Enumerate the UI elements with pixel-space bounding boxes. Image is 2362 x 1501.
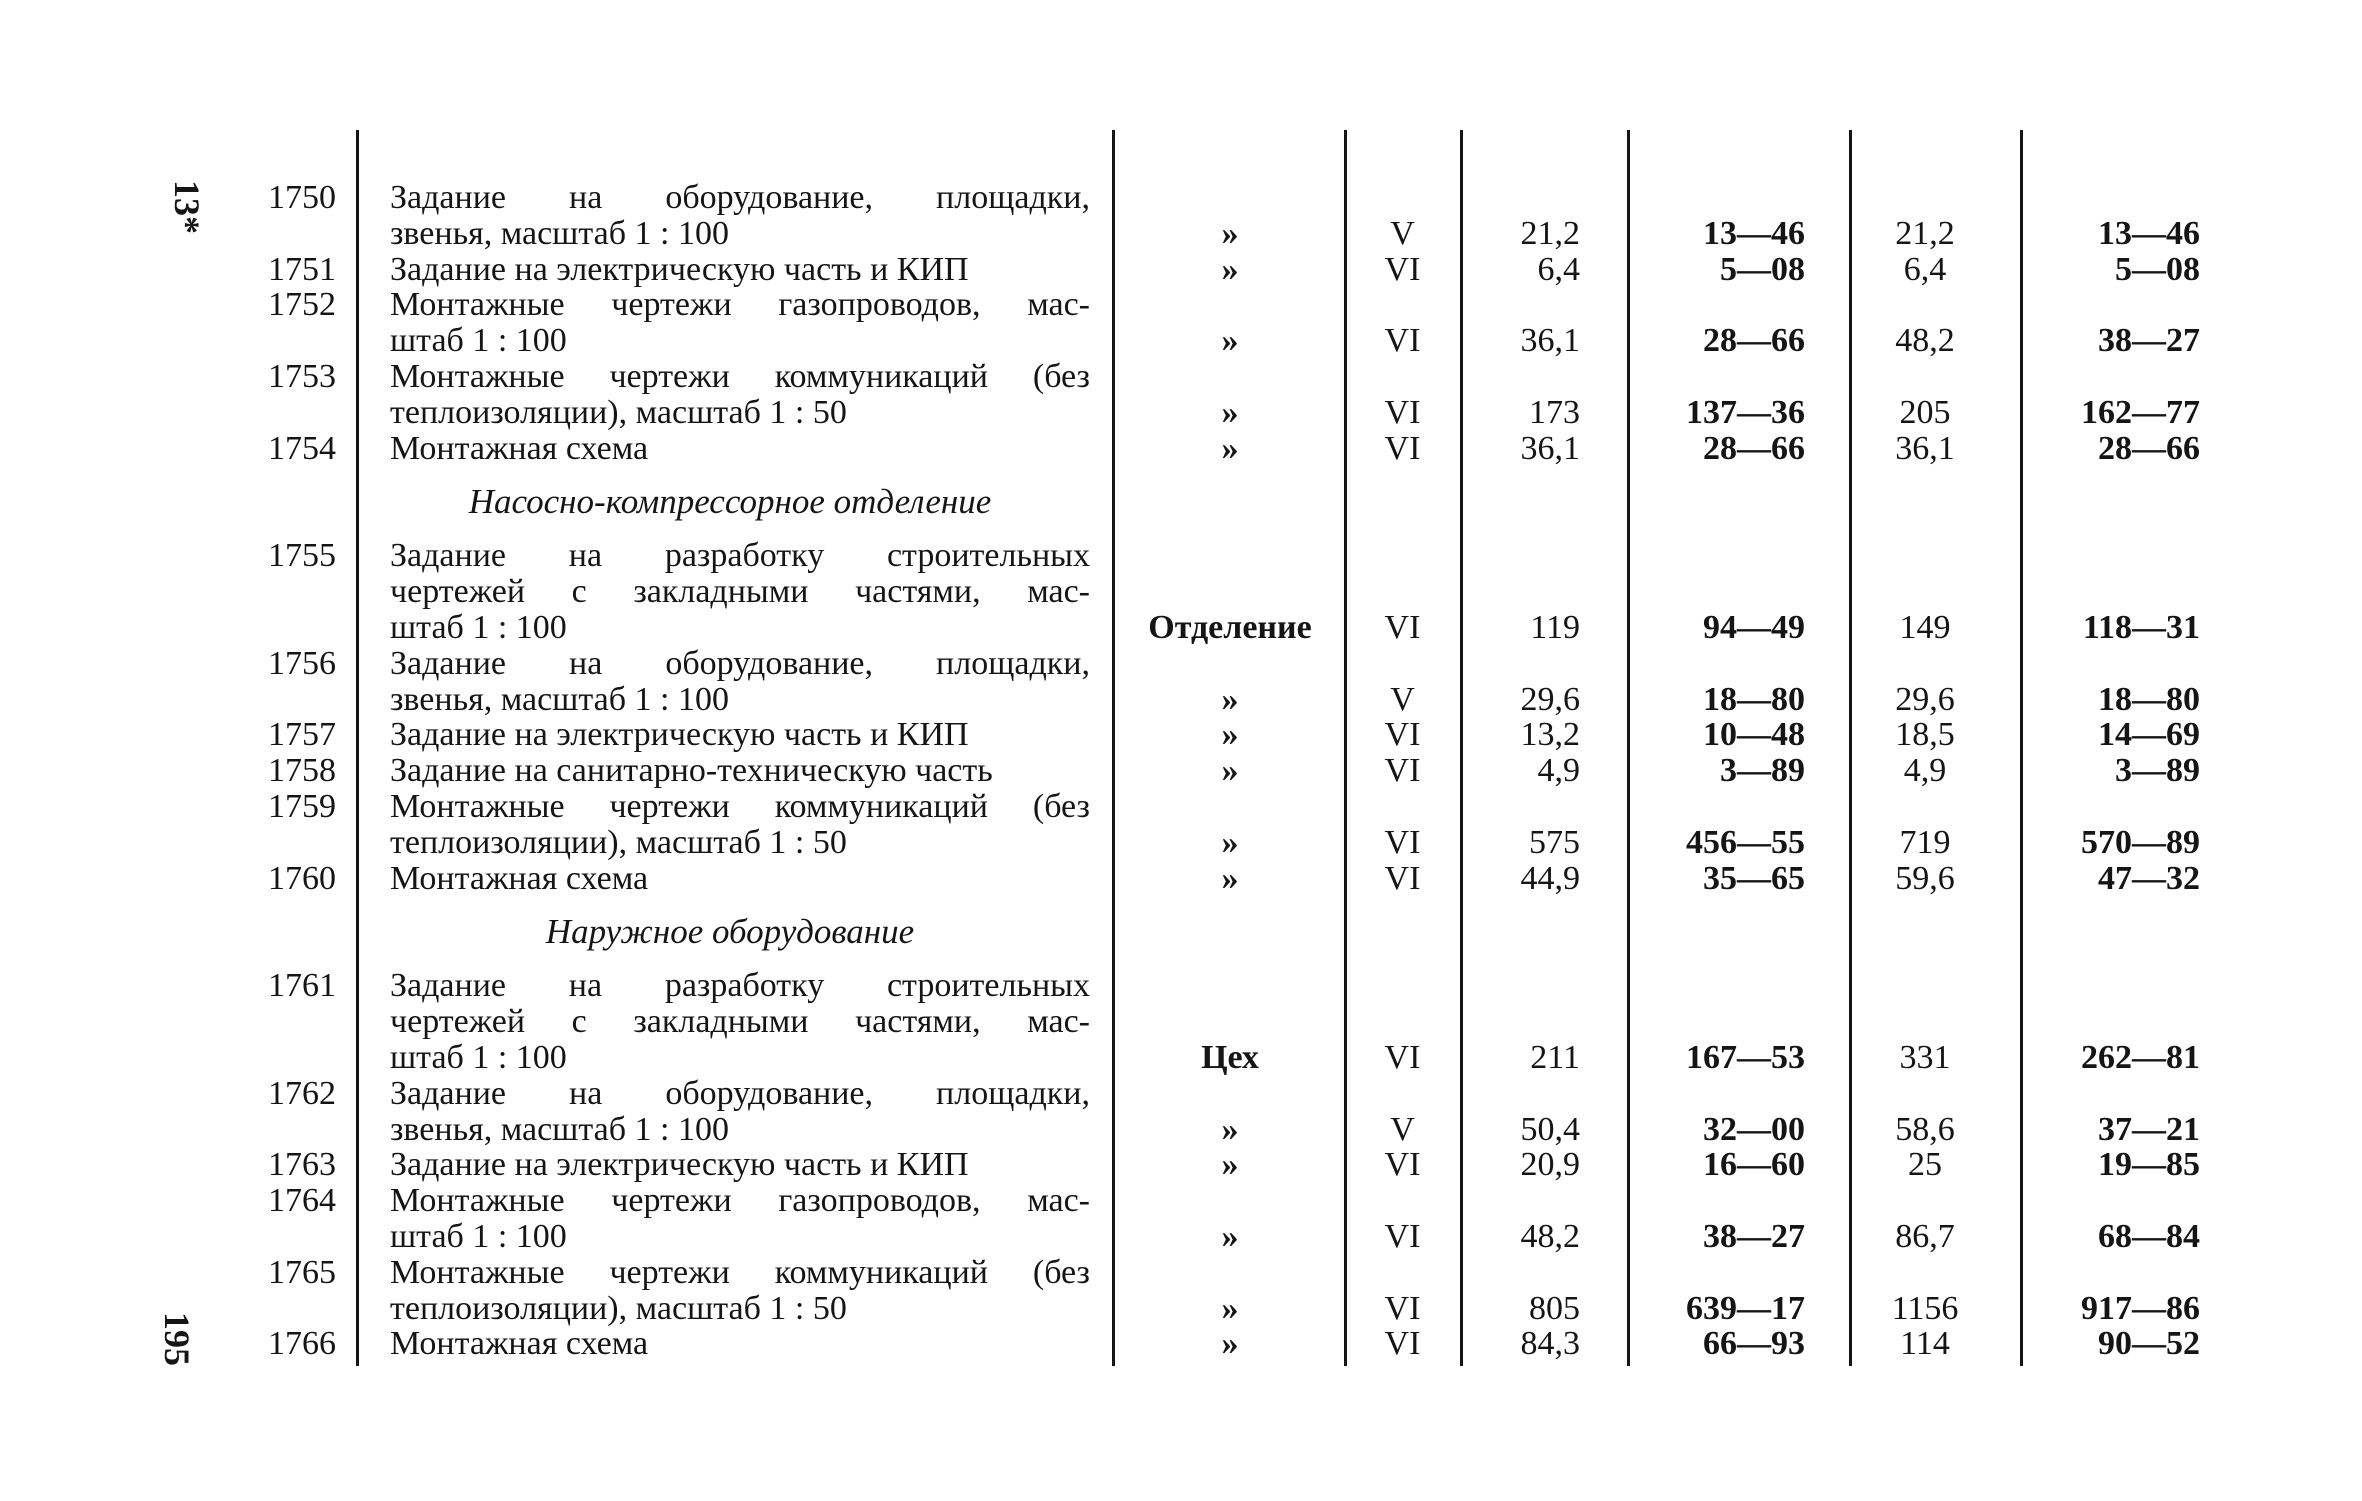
table-row xyxy=(0,646,2362,682)
table-row xyxy=(0,1255,2362,1291)
section-heading: Наружное оборудование xyxy=(545,912,915,951)
unit-of-measure: » xyxy=(1221,430,1239,467)
work-description: штаб 1 : 100 xyxy=(390,1039,567,1076)
quantity-value: 20,9 xyxy=(1520,1146,1580,1183)
work-description: Задание на электрическую часть и КИП xyxy=(390,716,969,753)
complexity-category: VI xyxy=(1384,1290,1421,1327)
complexity-category: VI xyxy=(1384,1146,1421,1183)
price-value-alt: 68—84 xyxy=(2098,1218,2200,1255)
entry-number: 1753 xyxy=(268,358,336,395)
work-description: чертежей с закладными частями, мас- xyxy=(390,1003,1090,1040)
price-value: 5—08 xyxy=(1720,251,1805,288)
work-description: Задание на разработку строительных xyxy=(390,967,1090,1004)
price-value: 35—65 xyxy=(1703,860,1805,897)
quantity-value-alt: 205 xyxy=(1899,394,1951,431)
table-row xyxy=(0,825,2362,861)
unit-of-measure: » xyxy=(1221,752,1239,789)
price-value: 28—66 xyxy=(1703,430,1805,467)
work-description: Задание на электрическую часть и КИП xyxy=(390,251,969,288)
price-value-alt: 18—80 xyxy=(2098,681,2200,718)
table-row xyxy=(0,287,2362,323)
unit-of-measure: » xyxy=(1221,1146,1239,1183)
quantity-value: 119 xyxy=(1530,609,1580,646)
entry-number: 1763 xyxy=(268,1146,336,1183)
work-description: штаб 1 : 100 xyxy=(390,322,567,359)
complexity-category: VI xyxy=(1384,860,1421,897)
work-description: Монтажная схема xyxy=(390,1325,649,1362)
quantity-value-alt: 59,6 xyxy=(1895,860,1955,897)
entry-number: 1756 xyxy=(268,645,336,682)
quantity-value: 13,2 xyxy=(1520,716,1580,753)
unit-of-measure: Отделение xyxy=(1148,609,1312,646)
entry-number: 1750 xyxy=(268,179,336,216)
entry-number: 1762 xyxy=(268,1075,336,1112)
price-value-alt: 118—31 xyxy=(2082,609,2200,646)
price-value-alt: 5—08 xyxy=(2115,251,2200,288)
table-row xyxy=(0,538,2362,574)
quantity-value: 173 xyxy=(1529,394,1580,431)
price-value: 38—27 xyxy=(1703,1218,1805,1255)
entry-number: 1759 xyxy=(268,788,336,825)
work-description: Задание на электрическую часть и КИП xyxy=(390,1146,969,1183)
complexity-category: V xyxy=(1390,215,1415,252)
price-value-alt: 13—46 xyxy=(2098,215,2200,252)
work-description: чертежей с закладными частями, мас- xyxy=(390,573,1090,610)
work-description: теплоизоляции), масштаб 1 : 50 xyxy=(390,824,847,861)
entry-number: 1752 xyxy=(268,286,336,323)
table-row xyxy=(0,574,2362,610)
price-value-alt: 162—77 xyxy=(2081,394,2200,431)
work-description: Задание на оборудование, площадки, xyxy=(390,179,1090,216)
price-value-alt: 570—89 xyxy=(2081,824,2200,861)
quantity-value: 50,4 xyxy=(1520,1111,1580,1148)
price-value: 94—49 xyxy=(1703,609,1805,646)
work-description: Монтажная схема xyxy=(390,860,649,897)
quantity-value: 36,1 xyxy=(1520,430,1580,467)
quantity-value: 575 xyxy=(1529,824,1580,861)
work-description: Монтажные чертежи коммуникаций (без xyxy=(390,358,1090,395)
price-value: 18—80 xyxy=(1703,681,1805,718)
unit-of-measure: » xyxy=(1221,860,1239,897)
complexity-category: VI xyxy=(1384,1325,1421,1362)
quantity-value: 4,9 xyxy=(1537,752,1580,789)
table-row xyxy=(0,717,2362,753)
complexity-category: V xyxy=(1390,681,1415,718)
complexity-category: VI xyxy=(1384,716,1421,753)
unit-of-measure: » xyxy=(1221,681,1239,718)
entry-number: 1766 xyxy=(268,1325,336,1362)
section-heading: Насосно-компрессорное отделение xyxy=(468,482,992,521)
table-row xyxy=(0,180,2362,216)
quantity-value-alt: 114 xyxy=(1900,1325,1950,1362)
work-description: звенья, масштаб 1 : 100 xyxy=(390,215,729,252)
complexity-category: VI xyxy=(1384,609,1421,646)
price-value: 66—93 xyxy=(1703,1325,1805,1362)
complexity-category: VI xyxy=(1384,824,1421,861)
table-row xyxy=(0,1112,2362,1148)
quantity-value-alt: 18,5 xyxy=(1895,716,1955,753)
complexity-category: VI xyxy=(1384,430,1421,467)
quantity-value-alt: 25 xyxy=(1908,1146,1942,1183)
complexity-category: VI xyxy=(1384,394,1421,431)
work-description: Монтажные чертежи газопроводов, мас- xyxy=(390,286,1090,323)
table-row xyxy=(0,1219,2362,1255)
price-value: 137—36 xyxy=(1686,394,1805,431)
quantity-value-alt: 1156 xyxy=(1891,1290,1959,1327)
price-value-alt: 262—81 xyxy=(2081,1039,2200,1076)
table-row xyxy=(0,789,2362,825)
price-value: 13—46 xyxy=(1703,215,1805,252)
table-row xyxy=(0,1004,2362,1040)
price-value: 28—66 xyxy=(1703,322,1805,359)
price-value-alt: 14—69 xyxy=(2098,716,2200,753)
table-row xyxy=(0,216,2362,252)
unit-of-measure: » xyxy=(1221,322,1239,359)
price-value-alt: 19—85 xyxy=(2098,1146,2200,1183)
work-description: теплоизоляции), масштаб 1 : 50 xyxy=(390,1290,847,1327)
complexity-category: VI xyxy=(1384,251,1421,288)
quantity-value-alt: 331 xyxy=(1899,1039,1951,1076)
work-description: Задание на оборудование, площадки, xyxy=(390,1075,1090,1112)
entry-number: 1758 xyxy=(268,752,336,789)
table-row xyxy=(0,431,2362,467)
unit-of-measure: » xyxy=(1221,824,1239,861)
unit-of-measure: » xyxy=(1221,1218,1239,1255)
entry-number: 1760 xyxy=(268,860,336,897)
quantity-value: 211 xyxy=(1530,1039,1580,1076)
quantity-value: 36,1 xyxy=(1520,322,1580,359)
margin-page-number: 195 xyxy=(157,1312,197,1366)
work-description: Задание на разработку строительных xyxy=(390,537,1090,574)
entry-number: 1751 xyxy=(268,251,336,288)
price-value: 16—60 xyxy=(1703,1146,1805,1183)
quantity-value: 48,2 xyxy=(1520,1218,1580,1255)
entry-number: 1765 xyxy=(268,1254,336,1291)
table-row xyxy=(0,1183,2362,1219)
unit-of-measure: » xyxy=(1221,716,1239,753)
work-description: Монтажные чертежи газопроводов, мас- xyxy=(390,1182,1090,1219)
quantity-value-alt: 86,7 xyxy=(1895,1218,1955,1255)
quantity-value-alt: 149 xyxy=(1899,609,1951,646)
table-row xyxy=(0,1326,2362,1362)
quantity-value-alt: 58,6 xyxy=(1895,1111,1955,1148)
table-row xyxy=(0,252,2362,288)
quantity-value: 21,2 xyxy=(1520,215,1580,252)
table-row xyxy=(0,682,2362,718)
price-value-alt: 90—52 xyxy=(2098,1325,2200,1362)
unit-of-measure: » xyxy=(1221,1325,1239,1362)
price-value: 32—00 xyxy=(1703,1111,1805,1148)
quantity-value-alt: 4,9 xyxy=(1903,752,1947,789)
work-description: Монтажная схема xyxy=(390,430,649,467)
quantity-value: 805 xyxy=(1529,1290,1580,1327)
unit-of-measure: » xyxy=(1221,251,1239,288)
table-row xyxy=(0,1147,2362,1183)
unit-of-measure: » xyxy=(1221,394,1239,431)
entry-number: 1761 xyxy=(268,967,336,1004)
complexity-category: VI xyxy=(1384,752,1421,789)
margin-signature-mark: 13* xyxy=(167,180,207,234)
work-description: штаб 1 : 100 xyxy=(390,609,567,646)
price-value: 456—55 xyxy=(1686,824,1805,861)
work-description: теплоизоляции), масштаб 1 : 50 xyxy=(390,394,847,431)
price-value: 167—53 xyxy=(1686,1039,1805,1076)
table-row xyxy=(0,359,2362,395)
quantity-value-alt: 6,4 xyxy=(1903,251,1947,288)
table-row xyxy=(0,1076,2362,1112)
price-value-alt: 917—86 xyxy=(2081,1290,2200,1327)
table-row xyxy=(0,1291,2362,1327)
price-value-alt: 38—27 xyxy=(2098,322,2200,359)
work-description: звенья, масштаб 1 : 100 xyxy=(390,1111,729,1148)
complexity-category: VI xyxy=(1384,322,1421,359)
unit-of-measure: Цех xyxy=(1201,1039,1259,1076)
entry-number: 1755 xyxy=(268,537,336,574)
table-row xyxy=(0,1040,2362,1076)
entry-number: 1764 xyxy=(268,1182,336,1219)
quantity-value: 6,4 xyxy=(1537,251,1580,288)
complexity-category: V xyxy=(1390,1111,1415,1148)
price-value: 639—17 xyxy=(1686,1290,1805,1327)
table-row xyxy=(0,395,2362,431)
price-value: 10—48 xyxy=(1703,716,1805,753)
work-description: Задание на оборудование, площадки, xyxy=(390,645,1090,682)
table-row xyxy=(0,861,2362,897)
quantity-value: 29,6 xyxy=(1520,681,1580,718)
work-description: звенья, масштаб 1 : 100 xyxy=(390,681,729,718)
table-row xyxy=(0,753,2362,789)
unit-of-measure: » xyxy=(1221,215,1239,252)
quantity-value-alt: 21,2 xyxy=(1895,215,1955,252)
unit-of-measure: » xyxy=(1221,1111,1239,1148)
table-row xyxy=(0,323,2362,359)
price-value-alt: 37—21 xyxy=(2098,1111,2200,1148)
quantity-value-alt: 36,1 xyxy=(1895,430,1955,467)
price-value-alt: 47—32 xyxy=(2098,860,2200,897)
quantity-value-alt: 48,2 xyxy=(1895,322,1955,359)
work-description: Задание на санитарно-техническую часть xyxy=(390,752,993,789)
unit-of-measure: » xyxy=(1221,1290,1239,1327)
price-value: 3—89 xyxy=(1720,752,1805,789)
entry-number: 1757 xyxy=(268,716,336,753)
table-row xyxy=(0,610,2362,646)
complexity-category: VI xyxy=(1384,1218,1421,1255)
complexity-category: VI xyxy=(1384,1039,1421,1076)
quantity-value: 44,9 xyxy=(1520,860,1580,897)
quantity-value-alt: 29,6 xyxy=(1895,681,1955,718)
quantity-value-alt: 719 xyxy=(1899,824,1951,861)
entry-number: 1754 xyxy=(268,430,336,467)
work-description: Монтажные чертежи коммуникаций (без xyxy=(390,788,1090,825)
work-description: штаб 1 : 100 xyxy=(390,1218,567,1255)
quantity-value: 84,3 xyxy=(1520,1325,1580,1362)
price-value-alt: 28—66 xyxy=(2098,430,2200,467)
price-value-alt: 3—89 xyxy=(2115,752,2200,789)
table-row xyxy=(0,968,2362,1004)
work-description: Монтажные чертежи коммуникаций (без xyxy=(390,1254,1090,1291)
